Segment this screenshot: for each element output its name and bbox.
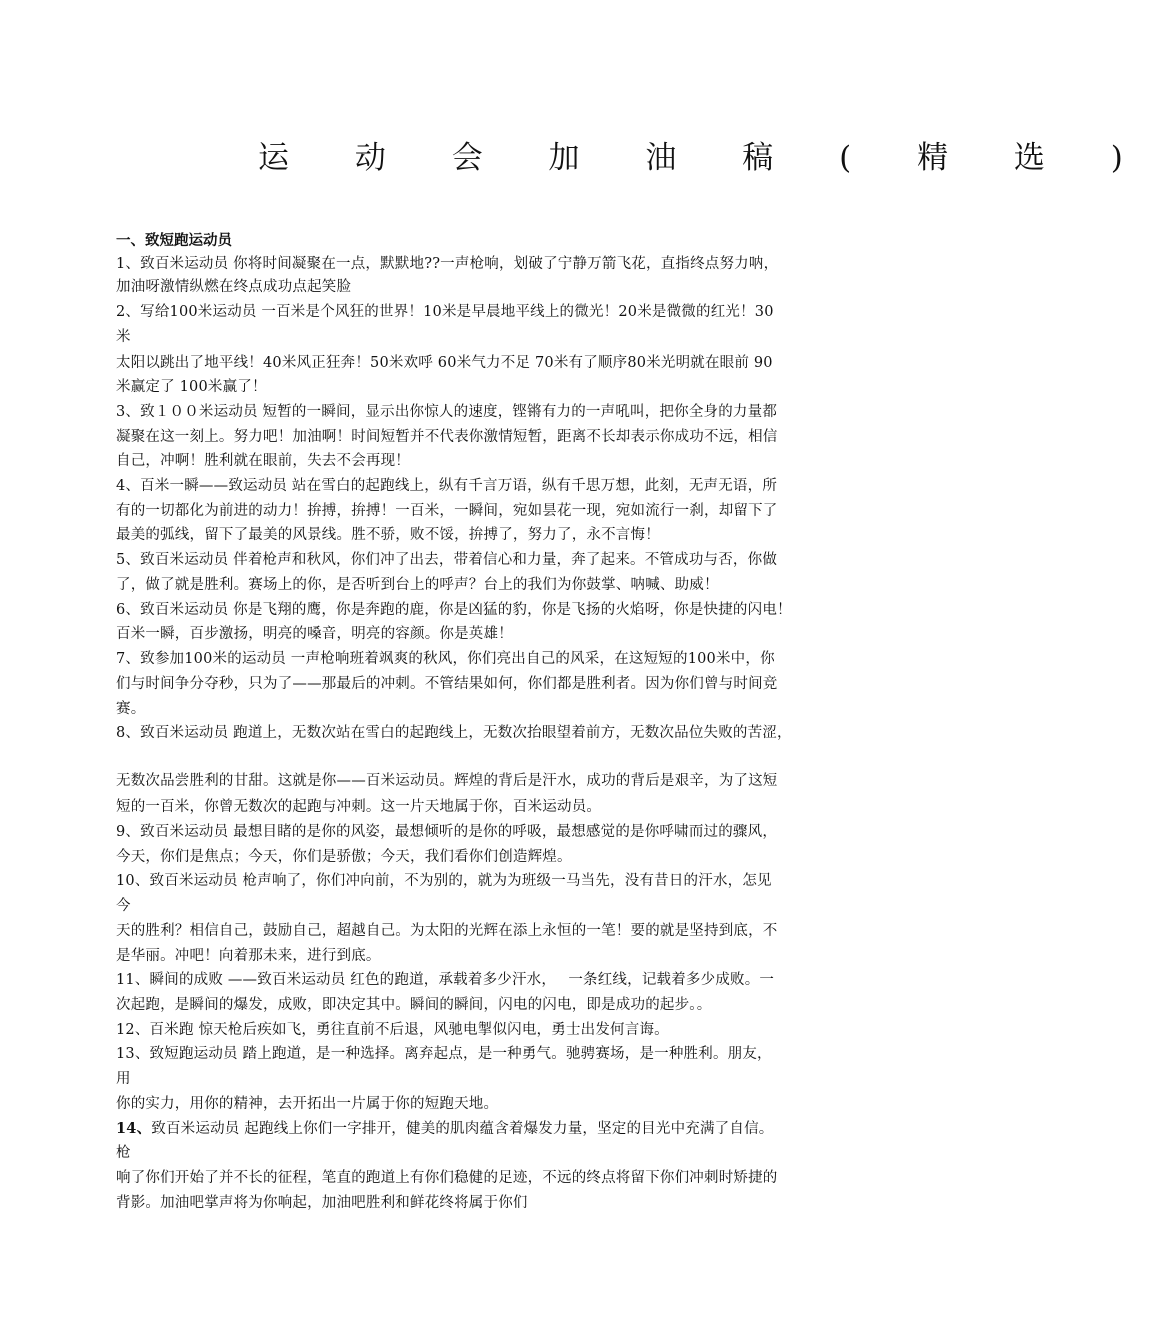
text-line: 太阳以跳出了地平线！40米风正狂奔！50米欢呼 60米气力不足 70米有了顺序80米光明就在眼前 90 [116, 355, 773, 371]
text-line: 2、写给100米运动员 一百米是个风狂的世界！10米是早晨地平线上的微光！20米是微微的红光！30 [116, 304, 774, 320]
text-line: 凝聚在这一刻上。努力吧！加油啊！时间短暂并不代表你激情短暂，距离不长却表示你成功不远，相信 [116, 429, 778, 445]
text-line: 最美的弧线，留下了最美的风景线。胜不骄，败不馁，拚搏了，努力了，永不言悔！ [116, 527, 660, 543]
text-line: 今 [116, 898, 131, 914]
text-line: 了，做了就是胜利。赛场上的你，是否听到台上的呼声？台上的我们为你鼓掌、呐喊、助威！ [116, 577, 719, 593]
text-line: 11、瞬间的成败 ——致百米运动员 红色的跑道，承载着多少汗水， 一条红线，记载着多少成败。一 [116, 972, 775, 988]
text-line: 有的一切都化为前进的动力！拚搏，拚搏！一百米，一瞬间，宛如昙花一现，宛如流行一刹，却留下了 [116, 503, 778, 519]
text-line: 百米一瞬，百步激扬，明亮的嗓音，明亮的容颜。你是英雄！ [116, 626, 513, 642]
document-title: 运 动 会 加 油 稿 ( 精 选 ) [258, 140, 1151, 176]
text-line: 6、致百米运动员 你是飞翔的鹰，你是奔跑的鹿，你是凶猛的豹，你是飞扬的火焰呀，你是快捷的闪电！ [116, 602, 792, 618]
text-line: 自己，冲啊！胜利就在眼前，失去不会再现！ [116, 453, 410, 469]
text-line: 加油呀激情纵燃在终点成功点起笑脸 [116, 279, 352, 295]
text-line: 4、百米一瞬——致运动员 站在雪白的起跑线上，纵有千言万语，纵有千思万想，此刻，无声无语，所 [116, 478, 778, 494]
text-line: 赛。 [116, 701, 146, 717]
item-number: 14、 [116, 1120, 152, 1137]
item-text: 致百米运动员 起跑线上你们一字排开，健美的肌肉蕴含着爆发力量，坚定的目光中充满了自信。 [151, 1121, 774, 1137]
text-line: 响了你们开始了并不长的征程，笔直的跑道上有你们稳健的足迹，不远的终点将留下你们冲刺时矫捷的 [116, 1170, 778, 1186]
text-line: 用 [116, 1071, 131, 1087]
text-line: 次起跑，是瞬间的爆发，成败，即决定其中。瞬间的瞬间，闪电的闪电，即是成功的起步。。 [116, 997, 712, 1013]
text-line: 7、致参加100米的运动员 一声枪响班着飒爽的秋风，你们亮出自己的风采，在这短短的100米中，你 [116, 651, 775, 667]
text-line: 们与时间争分夺秒，只为了——那最后的冲刺。不管结果如何，你们都是胜利者。因为你们曾与时间竞 [116, 676, 778, 692]
text-line: 天的胜利？相信自己，鼓励自己，超越自己。为太阳的光辉在添上永恒的一笔！要的就是坚持到底，不 [116, 923, 778, 939]
text-line: 是华丽。冲吧！向着那未来，进行到底。 [116, 948, 381, 964]
text-line: 背影。加油吧掌声将为你响起，加油吧胜利和鲜花终将属于你们 [116, 1195, 528, 1211]
text-line: 枪 [116, 1145, 131, 1161]
text-line: 10、致百米运动员 枪声响了，你们冲向前，不为别的，就为为班级一马当先，没有昔日的汗水，怎见 [116, 873, 772, 889]
text-line: 你的实力，用你的精神，去开拓出一片属于你的短跑天地。 [116, 1096, 499, 1112]
text-line: 米赢定了 100米赢了！ [116, 379, 267, 395]
text-line: 米 [116, 329, 131, 345]
text-line: 8、致百米运动员 跑道上，无数次站在雪白的起跑线上，无数次抬眼望着前方，无数次品位失败的苦涩， [116, 725, 792, 741]
text-line: 短的一百米，你曾无数次的起跑与冲刺。这一片天地属于你，百米运动员。 [116, 799, 602, 815]
text-line: 无数次品尝胜利的甘甜。这就是你——百米运动员。辉煌的背后是汗水，成功的背后是艰辛，为了这短 [116, 773, 778, 789]
text-line: 1、致百米运动员 你将时间凝聚在一点，默默地??一声枪响，划破了宁静万箭飞花，直指终点努力呐， [116, 256, 779, 272]
text-line: 13、致短跑运动员 踏上跑道，是一种选择。离弃起点，是一种勇气。驰骋赛场，是一种胜利。朋友， [116, 1046, 772, 1062]
text-line: 12、百米跑 惊天枪后疾如飞，勇往直前不后退，风驰电掣似闪电，勇士出发何言诲。 [116, 1022, 669, 1038]
text-line: 5、致百米运动员 伴着枪声和秋风，你们冲了出去，带着信心和力量，奔了起来。不管成功与否，你做 [116, 552, 778, 568]
text-line-item-14 [116, 1119, 846, 1139]
section-heading: 一、致短跑运动员 [116, 233, 232, 249]
text-line: 3、致１００米运动员 短暂的一瞬间，显示出你惊人的速度，铿锵有力的一声吼叫，把你全身的力量都 [116, 404, 778, 420]
text-line: 今天，你们是焦点；今天，你们是骄傲；今天，我们看你们创造辉煌。 [116, 849, 572, 865]
text-line: 9、致百米运动员 最想目睹的是你的风姿，最想倾听的是你的呼吸，最想感觉的是你呼啸而过的骤风， [116, 824, 778, 840]
